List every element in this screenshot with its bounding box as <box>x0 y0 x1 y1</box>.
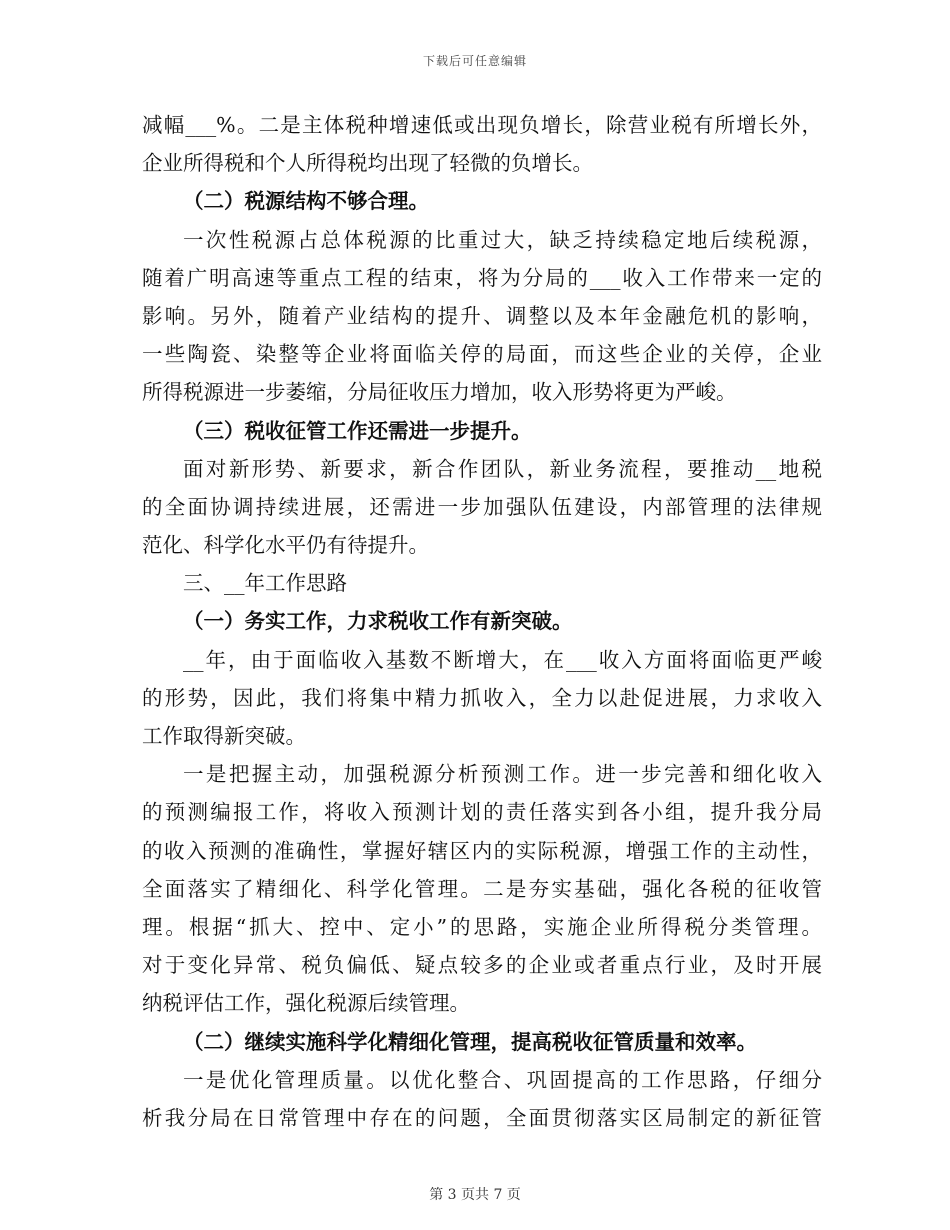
section-heading-line: （三）税收征管工作还需进一步提升。 <box>183 418 532 443</box>
section-heading-line: （一）务实工作，力求税收工作有新突破。 <box>183 609 573 634</box>
paragraph-line: 的形势，因此，我们将集中精力抓收入，全力以赴促进展，力求收入 <box>142 685 822 710</box>
paragraph-line: 的预测编报工作，将收入预测计划的责任落实到各小组，提升我分局 <box>142 800 822 825</box>
paragraph-line: 企业所得税和个人所得税均出现了轻微的负增长。 <box>142 151 593 176</box>
section-heading-line: （二）税源结构不够合理。 <box>183 189 429 214</box>
paragraph-line: 工作取得新突破。 <box>142 724 306 748</box>
paragraph-line: 的收入预测的准确性，掌握好辖区内的实际税源，增强工作的主动性， <box>142 838 822 863</box>
paragraph-line: 范化、科学化水平仍有待提升。 <box>142 533 429 558</box>
paragraph-line: 一些陶瓷、染整等企业将面临关停的局面，而这些企业的关停，企业 <box>142 342 822 367</box>
paragraph-line: 面对新形势、新要求，新合作团队，新业务流程，要推动__地税 <box>183 456 822 481</box>
paragraph-line: 一是优化管理质量。以优化整合、巩固提高的工作思路，仔细分 <box>183 1067 822 1092</box>
paragraph-line: 的全面协调持续进展，还需进一步加强队伍建设，内部管理的法律规 <box>142 494 822 519</box>
paragraph-line: 随着广明高速等重点工程的结束，将为分局的___收入工作带来一定的 <box>142 265 822 290</box>
paragraph-line: 三、__年工作思路 <box>183 571 347 596</box>
paragraph-line: 纳税评估工作，强化税源后续管理。 <box>142 991 470 1016</box>
paragraph-line: 理。根据“抓大、控中、定小”的思路，实施企业所得税分类管理。 <box>142 914 822 939</box>
paragraph-line: 对于变化异常、税负偏低、疑点较多的企业或者重点行业，及时开展 <box>142 953 822 978</box>
paragraph-line: 析我分局在日常管理中存在的问题，全面贯彻落实区局制定的新征管 <box>142 1105 822 1130</box>
page-footer: 第 3 页共 7 页 <box>429 1187 521 1203</box>
paragraph-line: 所得税源进一步萎缩，分局征收压力增加，收入形势将更为严峻。 <box>142 380 737 405</box>
paragraph-line: 一次性税源占总体税源的比重过大，缺乏持续稳定地后续税源， <box>183 227 822 252</box>
paragraph-line: __年，由于面临收入基数不断增大，在___收入方面将面临更严峻 <box>183 647 822 672</box>
paragraph-line: 全面落实了精细化、科学化管理。二是夯实基础，强化各税的征收管 <box>142 876 822 901</box>
paragraph-line: 减幅___%。二是主体税种增速低或出现负增长，除营业税有所增长外， <box>142 113 822 137</box>
paragraph-line: 影响。另外，随着产业结构的提升、调整以及本年金融危机的影响， <box>142 303 822 328</box>
paragraph-line: 一是把握主动，加强税源分析预测工作。进一步完善和细化收入 <box>183 762 822 787</box>
page-header: 下载后可任意编辑 <box>422 54 527 68</box>
section-heading-line: （二）继续实施科学化精细化管理，提高税收征管质量和效率。 <box>183 1029 757 1054</box>
document-body <box>142 106 822 1137</box>
